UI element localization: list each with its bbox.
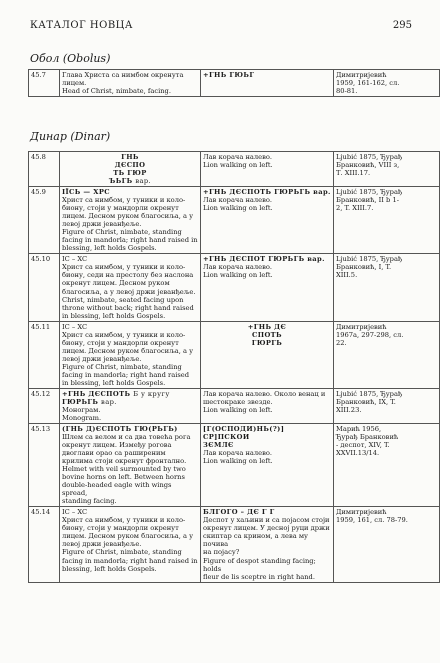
reverse-legend: СПОТЬ [252,330,282,339]
catalog-row [29,424,440,507]
reverse-cell [201,424,334,507]
obverse-description-line: Figure of Christ, nimbate, standing [62,362,182,371]
obverse-cell [60,424,201,507]
obverse-cell [60,388,201,423]
reverse-description-line: Lion walking on left. [203,271,273,280]
reference-cell [334,388,440,423]
obverse-description-line: facing in mandorla; right hand raised [62,370,190,379]
reference-line: 2, T. XIII.7. [336,204,374,213]
obverse-description-line: standing facing. [62,497,117,506]
legend-suffix: вар. [101,397,117,406]
reference-cell [334,321,440,388]
obverse-description-line: in blessing, left holds Gospels. [62,378,166,387]
reverse-cell [201,254,334,321]
obverse-description-line: лицем. [62,79,87,88]
reverse-cell [201,507,334,582]
obverse-description-line: IC – XC [62,322,88,331]
obverse-description-line: blessing, left holds Gospels. [62,244,157,253]
catalog-row [29,388,440,423]
obverse-description-line: Монограм. [62,405,101,414]
reference-cell [334,254,440,321]
legend-text: ДЄСПО [114,161,146,170]
reverse-cell [201,321,334,388]
catalog-number: 45.8 [29,152,60,187]
legend-text: ТЬ ГЮР [113,169,147,178]
page-number: 295 [392,20,412,31]
catalog-number: 45.9 [29,187,60,254]
reverse-cell [201,388,334,423]
obverse-legend [62,425,198,433]
catalog-number: 45.10 [29,254,60,321]
running-title: КАТАЛОГ НОВЦА [30,20,133,31]
reference-cell [334,187,440,254]
obverse-description-line: throne without back; right hand raised [62,303,194,312]
reverse-description-line: Лав корача налево. [203,196,273,205]
reverse-cell [201,152,334,187]
obverse-legend [62,188,198,196]
reverse-cell [201,70,334,97]
obverse-description-line: лицем. Десном руком благосиља, а у [62,346,194,355]
obverse-description-line: левој држи јеванђеље. [62,220,142,229]
obverse-description-line: лицем. Десном руком благосиља, а у [62,532,194,541]
obverse-description-line: Monogram. [62,413,102,422]
obverse-description-line: Figure of Christ, nimbate, standing [62,228,182,237]
obverse-description-line: facing in mandorla; right hand raised in [62,556,198,565]
obverse-legend [62,169,198,177]
reference-line: Димитријевић [336,71,387,79]
obverse-legend [62,398,198,406]
reverse-legend: +ГНЬ ДЄСПОТ ГЮРЬГЬ вар. [203,255,325,264]
reverse-description-line: Figure of despot standing facing; holds [203,556,316,573]
reference-line: Марић 1956, [336,425,382,433]
legend-text: +ГНЬ ДЄСПОТЬ [62,389,131,398]
obverse-legend [62,161,198,169]
obverse-description-line: Глава Христа са нимбом окренута [62,71,184,79]
reference-line: Бранковић, VIII з, [336,161,400,170]
catalog-row [29,321,440,388]
obverse-description-line: in blessing, left holds Gospels. [62,311,166,320]
obverse-cell [60,507,201,582]
catalog-number: 45.11 [29,321,60,388]
obverse-description-line: биону, стоји у мандорли окренут [62,524,179,533]
reference-line: - деспот, XIV, T. [336,441,390,450]
legend-text: ІЇСЬ — ХРС [62,188,110,197]
obverse-description-line: окренут лицем. Десном руком [62,279,170,288]
catalog-number: 45.13 [29,424,60,507]
catalog-row [29,152,440,187]
obverse-description-line: благосиља, а у левој држи јеванђеље. [62,287,196,296]
reference-cell [334,70,440,97]
reference-line: 80-81. [336,87,358,96]
reference-cell [334,152,440,187]
obverse-description-line: Христ са нимбом, у туники и коло- [62,516,186,525]
reference-cell [334,507,440,582]
reference-line: XIII.5. [336,271,358,280]
reference-line: Бранковић, IX, T. [336,397,396,406]
obverse-description-line: лицем. Десном руком благосиља, а у [62,212,194,221]
reference-line: 22. [336,338,347,347]
obolus-table [28,69,440,97]
legend-text: (ГНЬ Д)ЄСПОТЬ ГЮ(РЬГЬ) [62,425,178,433]
catalog-row [29,507,440,582]
reverse-legend: [Г(ОСПОДИ)НЬ(?)] СР]ПСКОИ [203,425,285,442]
obverse-cell [60,254,201,321]
catalog-number: 45.12 [29,388,60,423]
section-heading-dinar: Динар (Dinar) [30,130,111,143]
reverse-description-line: Лав корача налево. [203,449,273,458]
reverse-description-line: Лав корача налево. [203,263,273,272]
obverse-description-line: blessing, left holds Gospels. [62,564,157,573]
obverse-description-line: IC – XC [62,255,88,264]
reverse-description-line: Lion walking on left. [203,457,273,466]
legend-suffix: Б у кругу [133,389,170,398]
reference-line: Бранковић, I, T. [336,263,392,272]
reference-line: Ljubić 1875, Ђурађ [336,188,403,197]
catalog-number: 45.7 [29,70,60,97]
reverse-description-line: Lion walking on left. [203,405,273,414]
reverse-legend: ГЮРГЬ [251,338,283,347]
obverse-description-line: double-headed eagle with wings spread, [62,481,172,498]
catalog-row [29,254,440,321]
legend-suffix: вар. [135,177,152,186]
reference-line: Бранковић, II b 1- [336,196,399,205]
reference-line: Ljubić 1875, Ђурађ [336,153,403,161]
obverse-description-line: окренут лицем. Између рогова [62,441,172,450]
obverse-description-line: левој држи јеванђеље. [62,354,142,363]
obverse-description-line: Figure of Christ, nimbate, standing [62,548,182,557]
reverse-legend: +ГНЬ ДЄСПОТЬ ГЮРЬГЬ вар. [203,188,331,197]
running-header [30,20,412,34]
legend-text: ЪЬГЬ [108,177,133,186]
legend-text: ГНЬ [121,153,139,161]
obverse-description-line: биону, седи на престолу без наслона [62,271,194,280]
reverse-description-line: Лав корача налево. [203,153,273,161]
reverse-legend: +ГНЬ ГЮЬГ [203,71,255,79]
reverse-description-line: Лав корача налево. Около венац и [203,389,326,398]
obverse-description-line: Христ са нимбом, у туники и коло- [62,330,186,339]
reverse-legend: БЛГОГО – ДЄ Г Г [203,508,275,517]
reverse-description-line: окренут лицем. У десној руци држи [203,524,330,533]
reverse-description-line: скиптар са крином, а лева му почива [203,532,308,549]
obverse-description-line: биону, стоји у мандорли окренут [62,204,179,213]
reference-line: Ђурађ Бранковић [336,433,399,442]
catalog-row [29,70,440,97]
obverse-description-line: Helmet with veil surmounted by two [62,465,186,474]
reverse-description-line: Lion walking on left. [203,204,273,213]
legend-text: ГЮРЬГЬ [62,397,99,406]
reference-cell [334,424,440,507]
reverse-cell [201,187,334,254]
reverse-description-line: Lion walking on left. [203,161,273,170]
obverse-description-line: Шлем са велом и са два товећа рога [62,433,191,442]
obverse-description-line: левој држи јеванђеље. [62,540,142,549]
catalog-row [29,187,440,254]
obverse-description-line: Христ са нимбом, у туники и коло- [62,196,186,205]
obverse-description-line: bovine horns on left. Between horns [62,473,185,482]
reference-line: Т. XIII.17. [336,169,371,178]
reference-line: Ljubić 1875, Ђурађ [336,255,403,264]
reference-line: Димитријевић [336,322,387,331]
obverse-description-line: Head of Christ, nimbate, facing. [62,87,171,96]
catalog-number: 45.14 [29,507,60,582]
reference-line: 1959, 161-162, сл. [336,79,400,88]
reference-line: Ljubić 1875, Ђурађ [336,389,403,398]
obverse-cell [60,321,201,388]
reference-line: Димитријевић [336,508,387,517]
reverse-legend: +ГНЬ ДЄ [247,322,287,331]
obverse-description-line: facing in mandorla; right hand raised in [62,236,198,245]
obverse-cell [60,152,201,187]
reverse-description-line: шестокраке звезде. [203,397,273,406]
obverse-cell [60,70,201,97]
dinar-table [28,151,440,583]
reverse-description-line: Деспот у хаљини и са појасом стоји [203,516,330,525]
obverse-description-line: биону, стоји у мандорли окренут [62,338,179,347]
reference-line: XIII.23. [336,405,362,414]
obverse-cell [60,187,201,254]
reverse-description-line: fleur de lis sceptre in right hand. [203,572,315,581]
obverse-description-line: Христ са нимбом, у туники и коло- [62,263,186,272]
obverse-description-line: крилима стоји окренут фронтално. [62,457,187,466]
reference-line: 1967a, 297-298, сл. [336,330,404,339]
obverse-description-line: IC – XC [62,508,88,517]
obverse-legend [62,153,198,161]
obverse-description-line: двоглави орао са раширеним [62,449,166,458]
section-heading-obolus: Обол (Obolus) [30,52,111,65]
reference-line: XXVII.13/14. [336,449,380,458]
reverse-description-line: на појасу? [203,548,240,557]
obverse-description-line: Christ, nimbate, seated facing upon [62,295,184,304]
reference-line: 1959, 161, сл. 78-79. [336,516,408,525]
obverse-legend [62,390,198,398]
reverse-legend: ЗЄМЛЄ [203,441,234,450]
obverse-legend [62,177,198,185]
